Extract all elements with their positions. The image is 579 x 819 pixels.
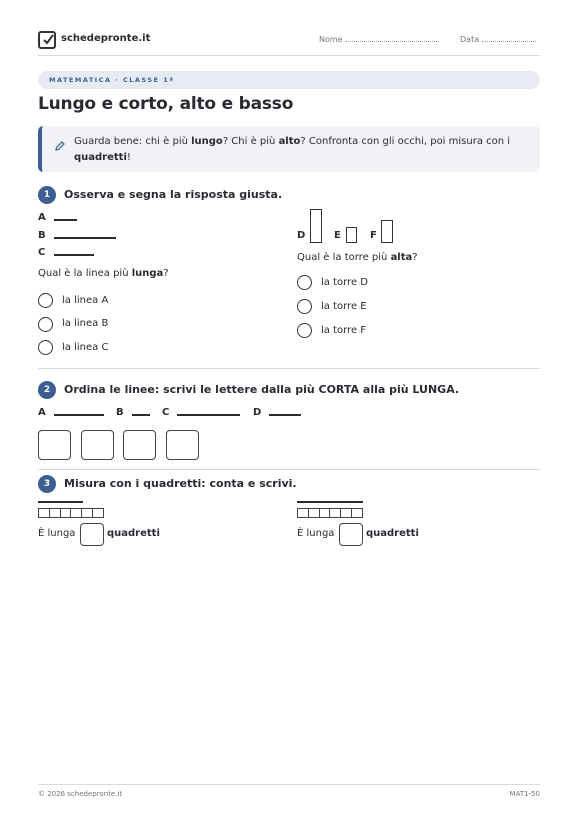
- question-towers: Qual è la torre più alta?: [297, 252, 418, 263]
- option-label: la torre F: [321, 325, 367, 336]
- radio-option[interactable]: [297, 323, 312, 338]
- section-number: 2: [38, 381, 56, 399]
- line-b: [54, 237, 116, 239]
- line-label-b: B: [38, 230, 46, 241]
- section-title: Misura con i quadretti: conta e scrivi.: [64, 477, 297, 490]
- measure-label-right: È lunga: [297, 528, 335, 539]
- option-label: la torre E: [321, 301, 367, 312]
- line-d: [269, 414, 301, 416]
- name-label: Nome: [319, 35, 343, 44]
- answer-box[interactable]: [166, 430, 199, 460]
- tower-f: [381, 220, 393, 243]
- line-label-b: B: [116, 407, 124, 418]
- radio-option[interactable]: [38, 317, 53, 332]
- page-title: Lungo e corto, alto e basso: [38, 94, 294, 114]
- line-b: [132, 414, 150, 416]
- answer-box[interactable]: [123, 430, 156, 460]
- grid-ruler-right: [297, 508, 363, 518]
- section-number: 3: [38, 475, 56, 493]
- unit-label: quadretti: [107, 528, 160, 539]
- tower-label-d: D: [297, 230, 306, 241]
- answer-box[interactable]: [81, 430, 114, 460]
- logo-icon: [38, 31, 56, 49]
- section-number: 1: [38, 186, 56, 204]
- measure-label-left: È lunga: [38, 528, 76, 539]
- line-label-a: A: [38, 212, 46, 223]
- radio-option[interactable]: [38, 340, 53, 355]
- tower-label-f: F: [370, 230, 377, 241]
- footer-divider: [38, 784, 540, 785]
- header-divider: [38, 55, 540, 56]
- subject-tag: MATEMATICA · CLASSE 1ª: [38, 71, 540, 89]
- date-field[interactable]: [460, 35, 536, 44]
- section-title: Osserva e segna la risposta giusta.: [64, 188, 283, 201]
- measure-line-left: [38, 501, 83, 503]
- line-a: [54, 414, 104, 416]
- line-c: [177, 414, 240, 416]
- pencil-icon: [54, 137, 66, 156]
- footer-copyright: © 2026 schedepronte.it: [38, 790, 123, 798]
- option-label: la linea B: [62, 318, 109, 329]
- tower-e: [346, 227, 357, 243]
- answer-box[interactable]: [339, 523, 363, 546]
- radio-option[interactable]: [297, 275, 312, 290]
- line-label-c: C: [162, 407, 170, 418]
- question-lines: Qual è la linea più lunga?: [38, 268, 169, 279]
- line-label-c: C: [38, 247, 46, 258]
- measure-line-right: [297, 501, 363, 503]
- answer-box[interactable]: [38, 430, 71, 460]
- unit-label: quadretti: [366, 528, 419, 539]
- date-label: Data: [460, 35, 480, 44]
- line-label-d: D: [253, 407, 262, 418]
- section-title: Ordina le linee: scrivi le lettere dalla più CORTA alla più LUNGA.: [64, 383, 460, 396]
- radio-option[interactable]: [297, 299, 312, 314]
- line-c: [54, 254, 94, 256]
- section-divider: [38, 368, 540, 369]
- radio-option[interactable]: [38, 293, 53, 308]
- name-field[interactable]: [319, 35, 439, 44]
- option-label: la linea C: [62, 342, 109, 353]
- line-label-a: A: [38, 407, 46, 418]
- grid-ruler-left: [38, 508, 104, 518]
- option-label: la linea A: [62, 295, 109, 306]
- tower-d: [310, 209, 322, 243]
- option-label: la torre D: [321, 277, 368, 288]
- section-divider: [38, 469, 540, 470]
- instruction-text: Guarda bene: chi è più lungo? Chi è più alto? Confronta con gli occhi, poi misura con i quadretti!: [74, 136, 511, 163]
- tower-label-e: E: [334, 230, 341, 241]
- brand-name: schedepronte.it: [61, 33, 151, 44]
- footer-code: MAT1-50: [509, 790, 540, 798]
- line-a: [54, 219, 77, 221]
- answer-box[interactable]: [80, 523, 104, 546]
